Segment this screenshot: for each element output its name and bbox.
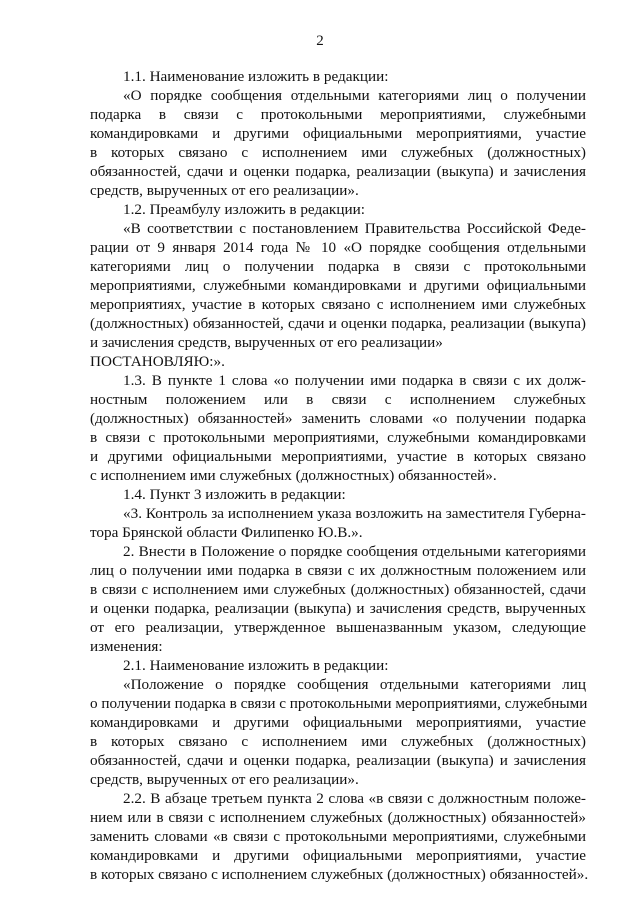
- text-line: «О порядке сообщения отдельными категориями лиц о получении: [123, 87, 586, 104]
- text-line: 1.2. Преамбулу изложить в редакции:: [123, 201, 365, 218]
- text-line: 2. Внести в Положение о порядке сообщения отдельными категориями: [123, 543, 586, 560]
- text-line: в связи с протокольными мероприятиями, служебными командировками: [90, 429, 586, 446]
- text-line: и оценки подарка, реализации (выкупа) и зачисления средств, вырученных: [90, 600, 586, 617]
- text-line: 1.3. В пункте 1 слова «о получении ими подарка в связи с их долж-: [123, 372, 586, 389]
- text-line: ностным положением или в связи с исполнением служебных: [90, 391, 586, 408]
- text-line: обязанностей, сдачи и оценки подарка, реализации (выкупа) и зачисления: [90, 752, 586, 769]
- text-line: 1.4. Пункт 3 изложить в редакции:: [123, 486, 346, 503]
- text-line: тора Брянской области Филипенко Ю.В.».: [90, 524, 363, 541]
- text-line: средств, вырученных от его реализации».: [90, 771, 359, 788]
- text-line: о получении подарка в связи с протокольными мероприятиями, служебными: [90, 695, 588, 712]
- text-line: «В соответствии с постановлением Правительства Российской Феде-: [123, 220, 586, 237]
- text-line: обязанностей, сдачи и оценки подарка, реализации (выкупа) и зачисления: [90, 163, 586, 180]
- text-line: рации от 9 января 2014 года № 10 «О порядке сообщения отдельными: [90, 239, 586, 256]
- text-line: «Положение о порядке сообщения отдельными категориями лиц: [123, 676, 586, 693]
- text-line: заменить словами «в связи с протокольными мероприятиями, служебными: [90, 828, 586, 845]
- text-line: категориями лиц о получении подарка в связи с протокольными: [90, 258, 586, 275]
- text-line: средств, вырученных от его реализации».: [90, 182, 359, 199]
- text-line: ПОСТАНОВЛЯЮ:».: [90, 353, 225, 370]
- text-line: от его реализации, утвержденное вышеназванным указом, следующие: [90, 619, 586, 636]
- text-line: 1.1. Наименование изложить в редакции:: [123, 68, 389, 85]
- text-line: с исполнением ими служебных (должностных) обязанностей».: [90, 467, 497, 484]
- text-line: командировками и другими официальными мероприятиями, участие: [90, 714, 586, 731]
- text-line: нием или в связи с исполнением служебных (должностных) обязанностей»: [90, 809, 586, 826]
- text-line: (должностных) обязанностей» заменить словами «о получении подарка: [90, 410, 586, 427]
- text-line: мероприятиями, служебными командировками и другими официальными: [90, 277, 586, 294]
- text-line: командировками и другими официальными мероприятиями, участие: [90, 847, 586, 864]
- text-line: (должностных) обязанностей, сдачи и оценки подарка, реализации (выкупа): [90, 315, 586, 332]
- text-line: командировками и другими официальными мероприятиями, участие: [90, 125, 586, 142]
- text-line: изменения:: [90, 638, 163, 655]
- text-line: подарка в связи с протокольными мероприятиями, служебными: [90, 106, 586, 123]
- text-line: в которых связано с исполнением ими служебных (должностных): [90, 733, 586, 750]
- text-line: мероприятиях, участие в которых связано с исполнением ими служебных: [90, 296, 586, 313]
- page-number: 2: [316, 33, 324, 49]
- text-line: 2.1. Наименование изложить в редакции:: [123, 657, 389, 674]
- text-line: лиц о получении ими подарка в связи с их должностным положением или: [90, 562, 586, 579]
- text-line: «3. Контроль за исполнением указа возложить на заместителя Губерна-: [123, 505, 586, 522]
- text-line: в связи с исполнением ими служебных (должностных) обязанностей, сдачи: [90, 581, 586, 598]
- text-line: в которых связано с исполнением ими служебных (должностных): [90, 144, 586, 161]
- text-line: и другими официальными мероприятиями, участие в которых связано: [90, 448, 586, 465]
- text-line: 2.2. В абзаце третьем пункта 2 слова «в связи с должностным положе-: [123, 790, 586, 807]
- text-line: и зачисления средств, вырученных от его реализации»: [90, 334, 443, 351]
- text-line: в которых связано с исполнением служебных (должностных) обязанностей».: [90, 866, 589, 883]
